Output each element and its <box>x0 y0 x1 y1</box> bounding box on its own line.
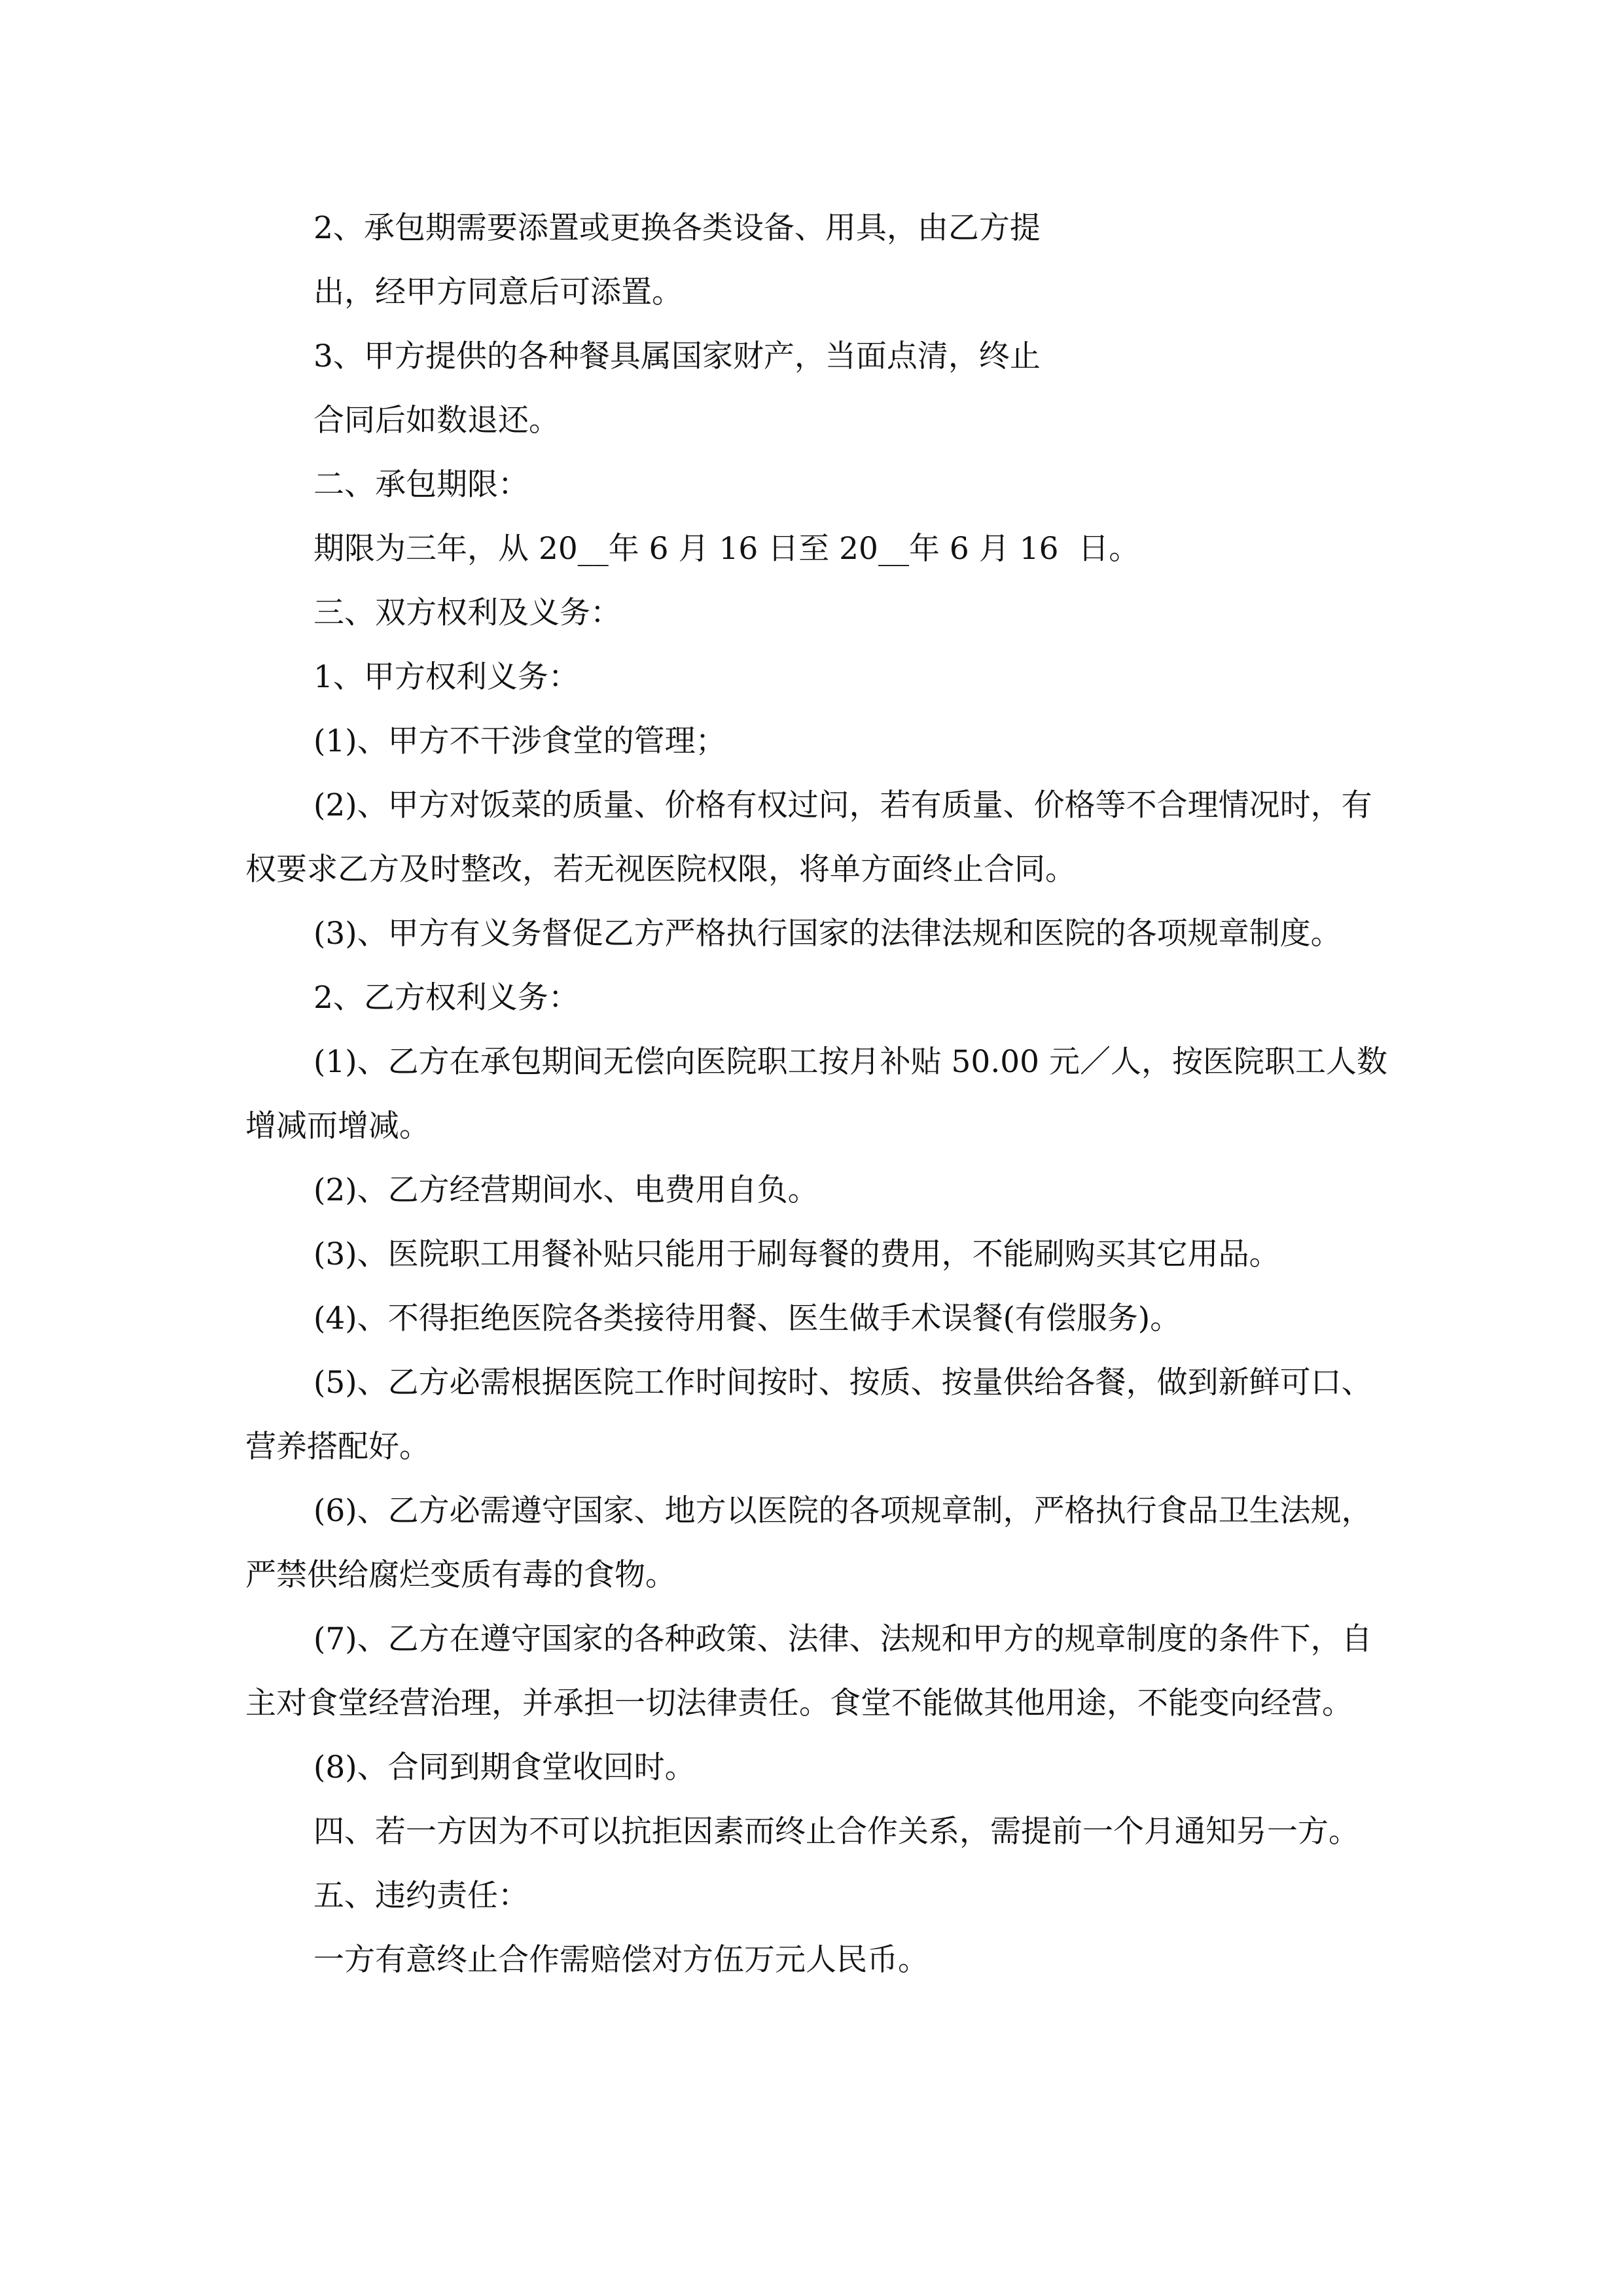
document-body <box>245 196 1400 1992</box>
section-heading-rights: 三、双方权利及义务： <box>313 595 621 631</box>
party-a-item-1: (1)、甲方不干涉食堂的管理； <box>313 723 726 759</box>
party-b-item-5: (5)、乙方必需根据医院工作时间按时、按质、按量供给各餐，做到新鲜可口、营养搭配好。 <box>245 1365 1372 1465</box>
section-heading-breach: 五、违约责任： <box>313 1878 529 1914</box>
subheading-party-a: 1、甲方权利义务： <box>313 659 579 695</box>
clause-3-tableware-line-2: 合同后如数退还。 <box>313 403 560 439</box>
clause-2-equipment-line-2: 出，经甲方同意后可添置。 <box>313 274 683 310</box>
clause-2-equipment-line-1: 2、承包期需要添置或更换各类设备、用具，由乙方提 <box>313 210 1041 246</box>
party-a-item-2: (2)、甲方对饭菜的质量、价格有权过问，若有质量、价格等不合理情况时，有权要求乙方及时整改，若无视医院权限，将单方面终止合同。 <box>245 787 1372 888</box>
party-b-item-8: (8)、合同到期食堂收回时。 <box>313 1749 696 1785</box>
party-b-item-6: (6)、乙方必需遵守国家、地方以医院的各项规章制，严格执行食品卫生法规，严禁供给腐烂变质有毒的食物。 <box>245 1493 1372 1593</box>
party-b-item-7: (7)、乙方在遵守国家的各种政策、法律、法规和甲方的规章制度的条件下，自主对食堂经营治理，并承担一切法律责任。食堂不能做其他用途，不能变向经营。 <box>245 1621 1372 1721</box>
party-b-item-2: (2)、乙方经营期间水、电费用自负。 <box>313 1172 819 1208</box>
term-period-text: 期限为三年，从 20__年 6 月 16 日至 20__年 6 月 16 日。 <box>313 531 1140 567</box>
breach-penalty-text: 一方有意终止合作需赔偿对方伍万元人民币。 <box>313 1942 929 1978</box>
party-b-item-1: (1)、乙方在承包期间无偿向医院职工按月补贴 50.00 元／人，按医院职工人数增减而增减。 <box>245 1044 1388 1144</box>
party-b-item-3: (3)、医院职工用餐补贴只能用于刷每餐的费用，不能刷购买其它用品。 <box>313 1236 1280 1272</box>
subheading-party-b: 2、乙方权利义务： <box>313 980 579 1016</box>
clause-3-tableware-line-1: 3、甲方提供的各种餐具属国家财产，当面点清，终止 <box>313 338 1041 374</box>
party-a-item-3: (3)、甲方有义务督促乙方严格执行国家的法律法规和医院的各项规章制度。 <box>313 916 1342 952</box>
party-b-item-4: (4)、不得拒绝医院各类接待用餐、医生做手术误餐(有偿服务)。 <box>313 1300 1181 1336</box>
section-heading-term: 二、承包期限： <box>313 467 529 503</box>
section-four-termination: 四、若一方因为不可以抗拒因素而终止合作关系，需提前一个月通知另一方。 <box>313 1814 1359 1850</box>
